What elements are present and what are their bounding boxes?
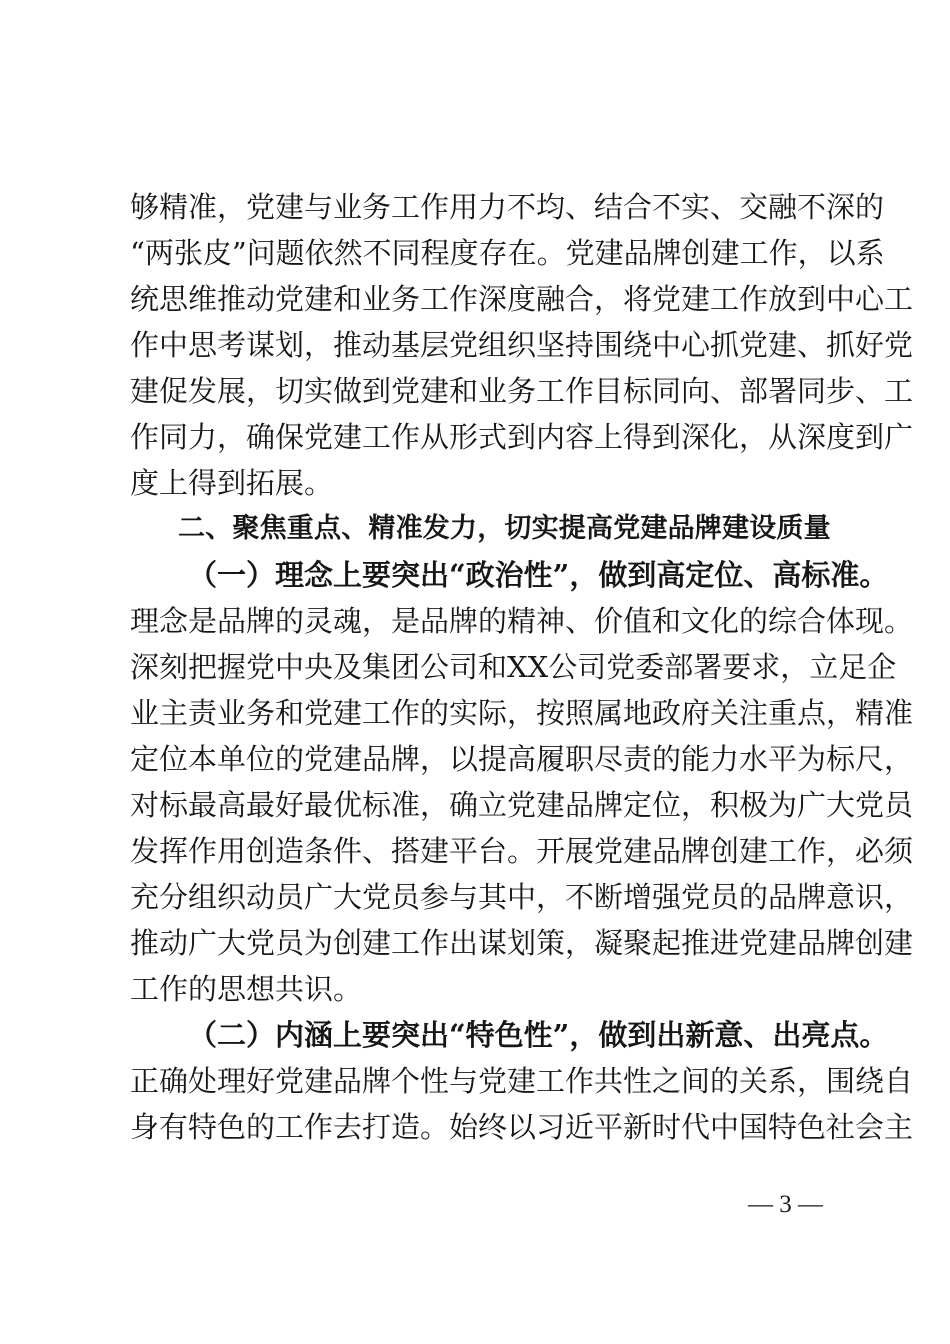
- body-text-line: 深刻把握党中央及集团公司和XX公司党委部署要求，立足企: [130, 650, 897, 684]
- body-text-line: “两张皮”问题依然不同程度存在。党建品牌创建工作，以系: [130, 236, 885, 270]
- body-text-line: 正确处理好党建品牌个性与党建工作共性之间的关系，围绕自: [130, 1064, 914, 1098]
- body-text-line: 业主责业务和党建工作的实际，按照属地政府关注重点，精准: [130, 696, 914, 730]
- body-text-line: 工作的思想共识。: [130, 972, 363, 1006]
- body-text-line: 建促发展，切实做到党建和业务工作目标同向、部署同步、工: [130, 374, 914, 408]
- body-text-line: 推动广大党员为创建工作出谋划策，凝聚起推进党建品牌创建: [130, 926, 914, 960]
- subsection-heading: （一）理念上要突出“政治性”，做到高定位、高标准。: [188, 558, 889, 592]
- body-text-line: 够精准，党建与业务工作用力不均、结合不实、交融不深的: [130, 190, 885, 224]
- body-text-line: 对标最高最好最优标准，确立党建品牌定位，积极为广大党员: [130, 788, 914, 822]
- body-text-line: 理念是品牌的灵魂，是品牌的精神、价值和文化的综合体现。: [130, 604, 914, 638]
- subsection-heading: （二）内涵上要突出“特色性”，做到出新意、出亮点。: [188, 1018, 889, 1052]
- body-text-line: 作同力，确保党建工作从形式到内容上得到深化，从深度到广: [130, 420, 914, 454]
- section-heading: 二、聚焦重点、精准发力，切实提高党建品牌建设质量: [178, 513, 831, 544]
- body-text-line: 作中思考谋划，推动基层党组织坚持围绕中心抓党建、抓好党: [130, 328, 914, 362]
- body-text-line: 度上得到拓展。: [130, 466, 334, 500]
- body-text-line: 发挥作用创造条件、搭建平台。开展党建品牌创建工作，必须: [130, 834, 914, 868]
- body-text-line: 身有特色的工作去打造。始终以习近平新时代中国特色社会主: [130, 1110, 914, 1144]
- body-text-line: 统思维推动党建和业务工作深度融合，将党建工作放到中心工: [130, 282, 914, 316]
- page-number: — 3 —: [748, 1191, 823, 1218]
- body-text-line: 定位本单位的党建品牌，以提高履职尽责的能力水平为标尺，: [130, 742, 914, 776]
- body-text-line: 充分组织动员广大党员参与其中，不断增强党员的品牌意识，: [130, 880, 914, 914]
